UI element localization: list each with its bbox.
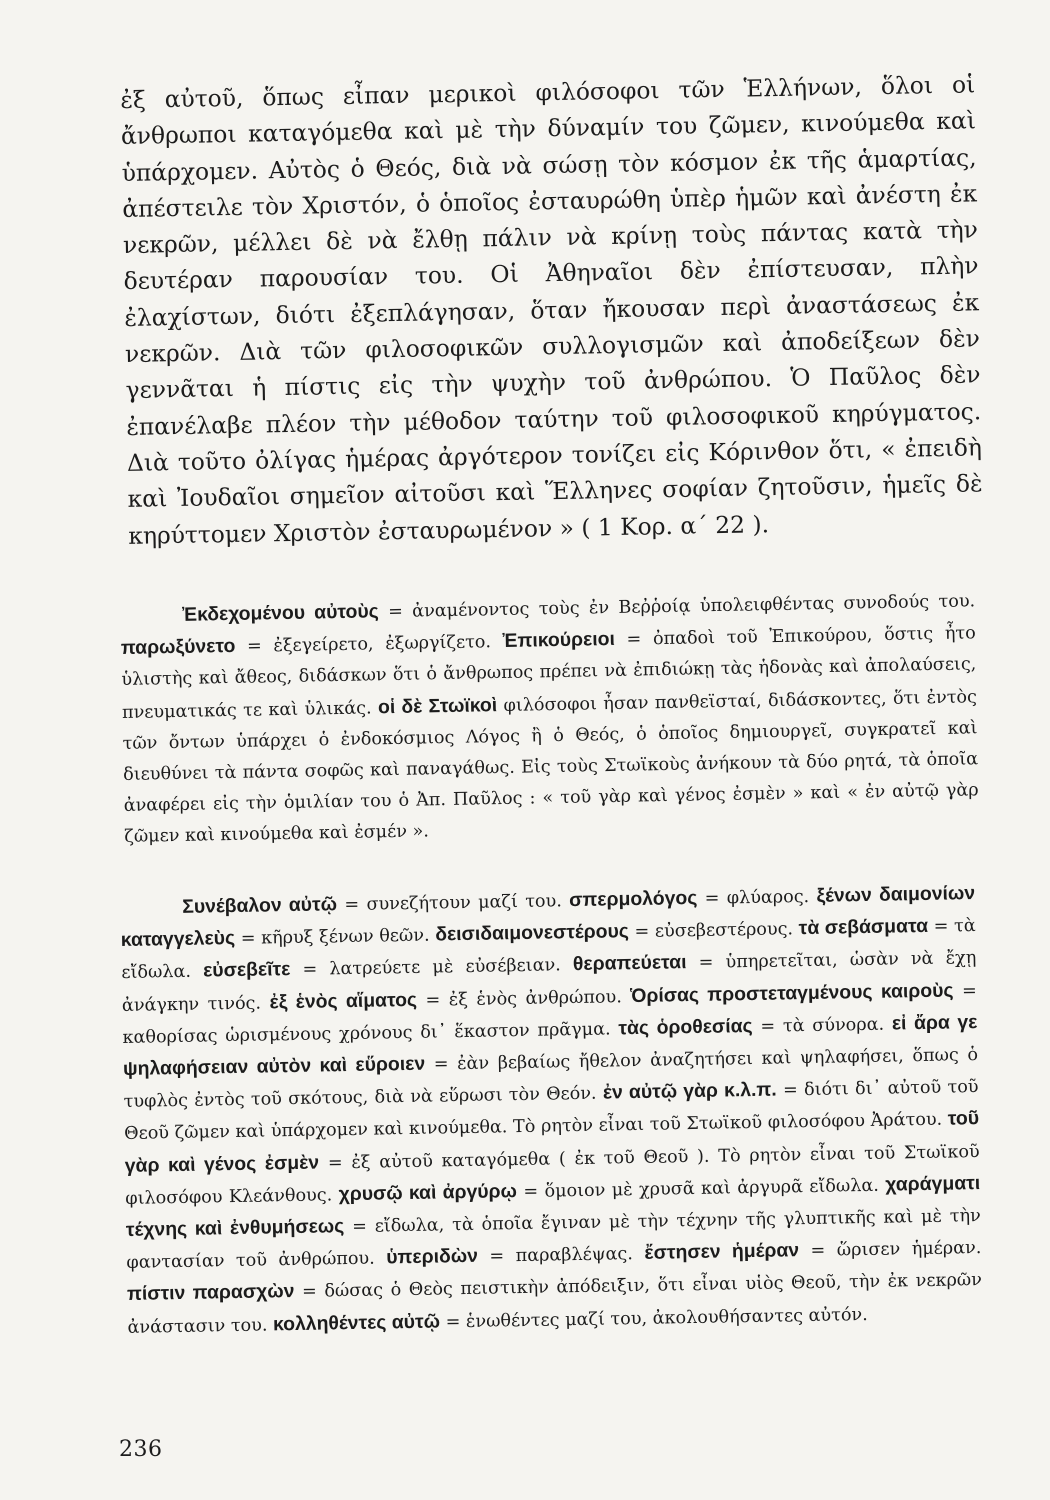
glossary-definition: = εὐσεβεστέρους. <box>628 919 799 943</box>
main-paragraph: ἐξ αὐτοῦ, ὅπως εἶπαν μερικοὶ φιλόσοφοι τῶν Ἑλλήνων, ὅλοι οἱ ἄνθρωποι καταγόμεθα καὶ μὲ τὴν δύναμίν του ζῶμεν, κινούμεθα καὶ ὑπάρχομεν. Αὐτὸς ὁ Θεός, διὰ νὰ σώσῃ τὸν κόσμον ἐκ τῆς ἁμαρτίας, ἀπέστειλε τὸν Χριστόν, ὁ ὁποῖος ἐσταυρώθη ὑπὲρ ἡμῶν καὶ ἀνέστη ἐκ νεκρῶν, μέλλει δὲ νὰ ἔλθῃ πάλιν νὰ κρίνῃ τοὺς πάντας κατὰ τὴν δευτέραν παρουσίαν του. Οἱ Ἀθηναῖοι δὲν ἐπίστευσαν, πλὴν ἐλαχίστων, διότι ἐξεπλάγησαν, ὅταν ἤκουσαν περὶ ἀναστάσεως ἐκ νεκρῶν. Διὰ τῶν φιλοσοφικῶν συλλογισμῶν καὶ ἀποδείξεων δὲν γεννᾶται ἡ πίστις εἰς τὴν ψυχὴν τοῦ ἀνθρώπου. Ὁ Παῦλος δὲν ἐπανέλαβε πλέον τὴν μέθοδον ταύτην τοῦ φιλοσοφικοῦ κηρύγματος. Διὰ τοῦτο ὀλίγας ἡμέρας ἀργότερον τονίζει εἰς Κόρινθον ὅτι, « ἐπειδὴ καὶ Ἰουδαῖοι σημεῖον αἰτοῦσι καὶ Ἕλληνες σοφίαν ζητοῦσιν, ἡμεῖς δὲ κηρύττομεν Χριστὸν ἐσταυρωμένον » ( 1 Κορ. α΄ 22 ). <box>120 70 983 550</box>
glossary-term: ἔστησεν ἡμέραν <box>644 1239 800 1265</box>
glossary-definition: = ὥρισεν ἡμέραν. <box>798 1238 982 1262</box>
glossary-term: ξένων δαιμονίων καταγγελεὺς <box>120 882 976 952</box>
glossary-term: εὐσεβεῖτε <box>202 958 291 982</box>
glossary-definition: = ὀπαδοὶ τοῦ Ἐπικούρου, ὅστις ἦτο ὑλιστὴς καὶ ἄθεος, διδάσκων ὅτι ὁ ἄνθρωπος πρέπει νὰ ἐπιδιώκῃ τὰς ἡδονὰς καὶ ἀπολαύσεις, πνευματικάς τε καὶ ὑλικάς. <box>121 623 977 723</box>
glossary-term: Συνέβαλον αὐτῷ <box>182 893 338 918</box>
glossary-term: Ἐπικούρειοι <box>502 628 616 653</box>
glossary-definition: = τὰ σύνορα. <box>752 1014 893 1037</box>
glossary-definition: = δώσας ὁ Θεὸς πειστικὴν ἀπόδειξιν, ὅτι εἶναι υἱὸς Θεοῦ, τὴν ἐκ νεκρῶν ἀνάστασιν του. <box>127 1270 983 1338</box>
glossary-term: σπερμολόγος <box>569 886 698 912</box>
glossary-term: οἱ δὲ Στωϊκοὶ <box>377 693 498 718</box>
glossary-term: θεραπεύεται <box>572 951 687 976</box>
glossary-term: εἰ ἄρα γε ψηλαφήσειαν αὐτὸν καὶ εὕροιεν <box>122 1010 978 1080</box>
glossary-definition: = παραβλέψας. <box>477 1244 645 1268</box>
glossary-definition: = ἐξ ἑνὸς ἀνθρώπου. <box>416 986 631 1011</box>
glossary-definition: = τὰ εἴδωλα. <box>121 916 976 984</box>
glossary-term: τὰς ὁροθεσίας <box>618 1014 753 1040</box>
glossary-term: Ἐκδεχομένου αὐτοὺς <box>182 600 379 626</box>
glossary-term: τοῦ γὰρ καὶ γένος ἐσμὲν <box>124 1107 980 1177</box>
glossary-term: Ὁρίσας προστεταγμένους καιροὺς <box>630 979 954 1007</box>
glossary-paragraph <box>120 585 979 853</box>
glossary-term: δεισιδαιμονεστέρους <box>435 920 630 946</box>
glossary-term: τὰ σεβάσματα <box>798 915 929 940</box>
page-number: 236 <box>119 1437 163 1462</box>
glossary-definition: φιλόσοφοι ἦσαν πανθεϊσταί, διδάσκοντες, ὅτι ἐντὸς τῶν ὄντων ὑπάρχει ὁ ἐνδοκόσμιος Λόγος ἢ ὁ Θεός, ὁ ὁποῖος δημιουργεῖ, συγκρατεῖ καὶ διευθύνει τὰ πάντα σοφῶς καὶ παναγάθως. Εἰς τοὺς Στωϊκοὺς ἀνήκουν τὰ δύο ρητά, τὰ ὁποῖα ἀναφέρει εἰς τὴν ὁμιλίαν του ὁ Ἀπ. Παῦλος : « τοῦ γὰρ καὶ γένος ἐσμὲν » καὶ « ἐν αὐτῷ γὰρ ζῶμεν καὶ κινούμεθα καὶ ἐσμέν ». <box>122 686 979 848</box>
glossary-definition: = ὅμοιον μὲ χρυσᾶ καὶ ἀργυρᾶ εἴδωλα. <box>516 1175 886 1202</box>
glossary-definition: = λατρεύετε μὲ εὐσέβειαν. <box>290 955 574 981</box>
glossary-term: χαράγματι τέχνης καὶ ἐνθυμήσεως <box>125 1171 981 1241</box>
glossary-definition: = ἐξεγείρετο, ἐξωργίζετο. <box>235 632 503 658</box>
glossary-definition: = ὑπηρετεῖται, ὡσὰν νὰ ἔχῃ ἀνάγκην τινός. <box>121 948 977 1016</box>
glossary-notes-1 <box>120 585 979 853</box>
glossary-term: παρωξύνετο <box>120 635 236 660</box>
glossary-definition: = ἀναμένοντος τοὺς ἐν Βεῤῥοίᾳ ὑπολειφθέντας συνοδούς του. <box>378 591 976 623</box>
glossary-definition: = φλύαρος. <box>697 886 817 909</box>
glossary-term: κολληθέντες αὐτῷ <box>272 1310 441 1336</box>
glossary-paragraph <box>120 878 983 1344</box>
glossary-term: χρυσῷ καὶ ἀργύρῳ <box>338 1179 518 1206</box>
glossary-term: ἐξ ἑνὸς αἵματος <box>269 988 418 1014</box>
glossary-definition: = διότι δι᾽ αὐτοῦ τοῦ Θεοῦ ζῶμεν καὶ ὑπάρχομεν καὶ κινούμεθα. Τὸ ρητὸν εἶναι τοῦ Στωϊκοῦ φιλοσόφου Ἀράτου. <box>124 1077 979 1145</box>
glossary-definition: = συνεζήτουν μαζί του. <box>336 891 570 916</box>
glossary-definition: = ἐὰν βεβαίως ἤθελον ἀναζητήσει καὶ ψηλαφήσει, ὅπως ὁ τυφλὸς ἐντὸς τοῦ σκότους, διὰ νὰ εὕρωσι τὸν Θεόν. <box>123 1045 979 1113</box>
glossary-term: πίστιν παρασχὼν <box>126 1280 295 1306</box>
glossary-definition: = καθορίσας ὡρισμένους χρόνους δι᾽ ἕκαστον πρᾶγμα. <box>122 980 977 1048</box>
glossary-definition: = κῆρυξ ξένων θεῶν. <box>234 925 436 950</box>
glossary-definition: = εἴδωλα, τὰ ὁποῖα ἔγιναν μὲ τὴν τέχνην τῆς γλυπτικῆς καὶ μὲ τὴν φαντασίαν τοῦ ἀνθρώπου. <box>126 1206 981 1274</box>
glossary-term: ἐν αὐτῷ γὰρ κ.λ.π. <box>602 1078 777 1104</box>
glossary-notes-2 <box>120 878 983 1344</box>
glossary-definition: = ἐξ αὐτοῦ καταγόμεθα ( ἐκ τοῦ Θεοῦ ). Τὸ ρητὸν εἶναι τοῦ Στωϊκοῦ φιλοσόφου Κλεάνθους. <box>125 1141 980 1209</box>
glossary-term: ὑπεριδὼν <box>386 1245 479 1269</box>
glossary-definition: = ἑνωθέντες μαζί του, ἀκολουθήσαντες αὐτόν. <box>439 1304 868 1333</box>
